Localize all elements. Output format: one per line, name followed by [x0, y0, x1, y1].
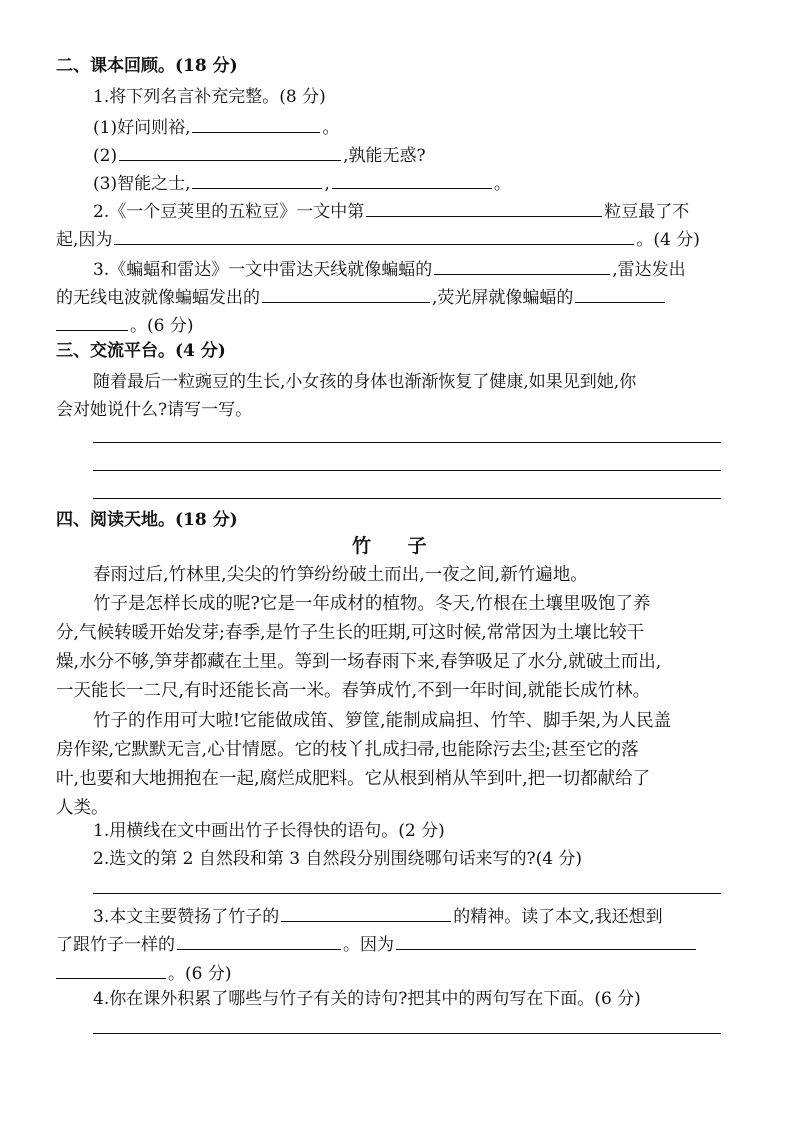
- s2-q1-b-post: ,孰能无惑?: [343, 146, 426, 166]
- s2-q1-a: [93, 114, 339, 139]
- reading-p3-line1: 竹子的作用可大啦!它能做成笛、箩筐,能制成扁担、竹竿、脚手架,为人民盖: [93, 711, 672, 731]
- reading-p2-line3: 燥,水分不够,笋芽都藏在土里。等到一场春雨下来,春笋吸足了水分,就破土而出,: [56, 652, 662, 672]
- answer-blank[interactable]: [56, 312, 128, 331]
- reading-p2-line4: 一天能长一二尺,有时还能长高一米。春笋成竹,不到一年时间,就能长成竹林。: [56, 681, 651, 701]
- writing-line[interactable]: [93, 442, 721, 443]
- section2-heading: 二、课本回顾。(18 分): [56, 56, 238, 76]
- section3-heading: 三、交流平台。(4 分): [56, 341, 226, 361]
- reading-title: 竹 子: [352, 535, 429, 557]
- s2-q3-line3: [56, 312, 193, 337]
- answer-blank[interactable]: [366, 198, 602, 217]
- s2-q2-mid: 粒豆最了不: [604, 202, 690, 222]
- s2-q2-line2-post: 。(4 分): [636, 230, 700, 250]
- s4-q3-mid: 的精神。读了本文,我还想到: [453, 907, 663, 927]
- s4-q3-line1: [93, 903, 663, 928]
- answer-blank[interactable]: [281, 903, 451, 922]
- reading-p3-line3: 叶,也要和大地拥抱在一起,腐烂成肥料。它从根到梢从竿到叶,把一切都献给了: [56, 769, 651, 789]
- s2-q1-c-post: 。: [493, 174, 511, 194]
- s2-q1-b-pre: (2): [93, 146, 118, 166]
- answer-blank[interactable]: [192, 114, 320, 133]
- answer-blank[interactable]: [192, 170, 322, 189]
- s4-q2: 2.选文的第 2 自然段和第 3 自然段分别围绕哪句话来写的?(4 分): [93, 849, 583, 869]
- answer-blank[interactable]: [177, 931, 341, 950]
- s2-q2-pre: 2.《一个豆荚里的五粒豆》一文中第: [93, 202, 365, 222]
- s2-q1-stem: 1.将下列名言补充完整。(8 分): [93, 87, 326, 107]
- s2-q2-line1: [93, 198, 689, 223]
- s2-q1-b: [93, 142, 426, 167]
- answer-blank[interactable]: [434, 256, 610, 275]
- s2-q3-line3-post: 。(6 分): [130, 316, 194, 336]
- s2-q1-c-pre: (3)智能之士,: [93, 174, 191, 194]
- answer-blank[interactable]: [114, 226, 634, 245]
- s2-q2-line2-pre: 起,因为: [56, 230, 113, 250]
- answer-blank[interactable]: [56, 960, 166, 979]
- s4-q1: 1.用横线在文中画出竹子长得快的语句。(2 分): [93, 821, 445, 841]
- writing-line[interactable]: [93, 470, 721, 471]
- s2-q3-line2-mid: ,荧光屏就像蝙蝠的: [432, 288, 574, 308]
- s4-q3-line2: [56, 931, 698, 956]
- answer-blank[interactable]: [575, 284, 665, 303]
- s3-text-line1: 随着最后一粒豌豆的生长,小女孩的身体也渐渐恢复了健康,如果见到她,你: [93, 372, 637, 392]
- reading-p1: 春雨过后,竹林里,尖尖的竹笋纷纷破土而出,一夜之间,新竹遍地。: [93, 565, 588, 585]
- writing-line[interactable]: [93, 1033, 721, 1034]
- s2-q1-a-pre: (1)好问则裕,: [93, 118, 191, 138]
- reading-p3-line4: 人类。: [56, 798, 109, 818]
- s4-q3-pre: 3.本文主要赞扬了竹子的: [93, 907, 280, 927]
- s2-q3-line2-pre: 的无线电波就像蝙蝠发出的: [56, 288, 260, 308]
- answer-blank[interactable]: [396, 931, 696, 950]
- answer-blank[interactable]: [119, 142, 341, 161]
- s2-q3-mid: ,雷达发出: [612, 260, 686, 280]
- reading-p2-line1: 竹子是怎样长成的呢?它是一年成材的植物。冬天,竹根在土壤里吸饱了养: [93, 594, 651, 614]
- s4-q4: 4.你在课外积累了哪些与竹子有关的诗句?把其中的两句写在下面。(6 分): [93, 989, 641, 1009]
- section4-heading: 四、阅读天地。(18 分): [56, 510, 238, 530]
- s2-q3-pre: 3.《蝙蝠和雷达》一文中雷达天线就像蝙蝠的: [93, 260, 433, 280]
- s4-q3-line3-post: 。(6 分): [168, 964, 232, 984]
- s2-q1-c-mid: ,: [324, 174, 330, 194]
- s2-q3-line2: [56, 284, 667, 309]
- s3-text-line2: 会对她说什么?请写一写。: [56, 400, 253, 420]
- s4-q3-line3: [56, 960, 231, 985]
- s4-q3-line2-pre: 了跟竹子一样的: [56, 935, 175, 955]
- s2-q2-line2: [56, 226, 700, 251]
- answer-blank[interactable]: [332, 170, 492, 189]
- answer-blank[interactable]: [262, 284, 430, 303]
- reading-p3-line2: 房作梁,它默默无言,心甘情愿。它的枝丫扎成扫帚,也能除污去尘;甚至它的落: [56, 740, 639, 760]
- writing-line[interactable]: [93, 893, 721, 894]
- s4-q3-line2-mid: 。因为: [343, 935, 394, 955]
- s2-q1-a-post: 。: [322, 118, 340, 138]
- writing-line[interactable]: [93, 498, 721, 499]
- reading-p2-line2: 分,气候转暖开始发芽;春季,是竹子生长的旺期,可这时候,常常因为土壤比较干: [56, 623, 645, 643]
- s2-q3-line1: [93, 256, 686, 281]
- s2-q1-c: [93, 170, 511, 195]
